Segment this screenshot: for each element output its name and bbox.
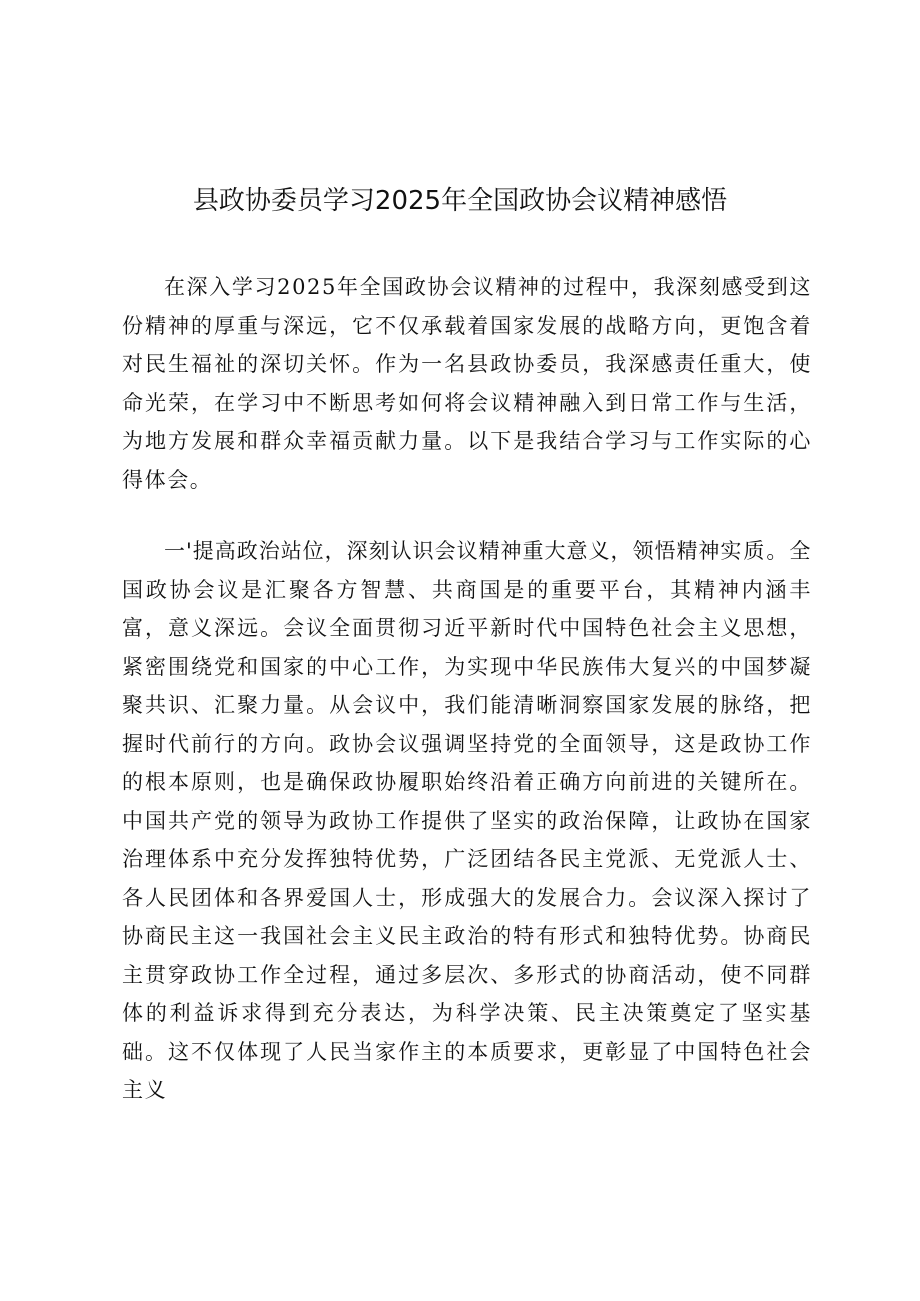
paragraph-intro: 在深入学习2025年全国政协会议精神的过程中，我深刻感受到这份精神的厚重与深远，它不仅承载着国家发展的战略方向，更饱含着对民生福祉的深切关怀。作为一名县政协委员，我深感责任重大，使命光荣，在学习中不断思考如何将会议精神融入到日常工作与生活，为地方发展和群众幸福贡献力量。以下是我结合学习与工作实际的心得体会。 [122,275,812,492]
section-heading-tail: 实质。 [720,539,790,563]
section-heading: 一'提高政治站位，深刻认识会议精神重大意义，领悟精神 [164,539,721,563]
paragraph-section-one [122,532,812,1110]
section-body: 全国政协会议是汇聚各方智慧、共商国是的重要平台，其精神内涵丰富，意义深远。会议全面贯彻习近平新时代中国特色社会主义思想，紧密围绕党和国家的中心工作，为实现中华民族伟大复兴的中国梦凝聚共识、汇聚力量。从会议中，我们能清晰洞察国家发展的脉络，把握时代前行的方向。政协会议强调坚持党的全面领导，这是政协工作的根本原则，也是确保政协履职始终沿着正确方向前进的关键所在。中国共产党的领导为政协工作提供了坚实的政治保障，让政协在国家治理体系中充分发挥独特优势，广泛团结各民主党派、无党派人士、各人民团体和各界爱国人士，形成强大的发展合力。会议深入探讨了协商民主这一我国社会主义民主政治的特有形式和独特优势。协商民主贯穿政协工作全过程，通过多层次、多形式的协商活动，使不同群体的利益诉求得到充分表达，为科学决策、民主决策奠定了坚实基础。这不仅体现了人民当家作主的本质要求，更彰显了中国特色社会主义 [122,539,812,1102]
document-title: 县政协委员学习2025年全国政协会议精神感悟 [192,186,728,216]
